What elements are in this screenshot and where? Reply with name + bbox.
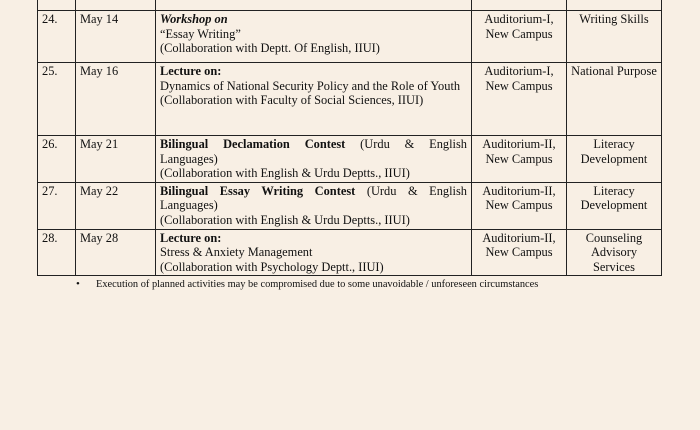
activity-title: Bilingual Declamation Contest [160,137,346,151]
table-row [38,182,662,229]
collaboration-line: (Collaboration with English & Urdu Deptts., IIUI) [160,166,410,181]
row-date: May 14 [76,11,156,63]
table-row [38,0,662,11]
row-purpose: National Purpose [567,63,662,136]
row-date: May 21 [76,136,156,183]
row-date [76,0,156,11]
row-number: 28. [38,229,76,276]
row-venue: Auditorium-I, New Campus [472,63,567,136]
row-purpose [567,0,662,11]
row-date: May 16 [76,63,156,136]
row-description [156,182,472,229]
row-date: May 28 [76,229,156,276]
row-purpose: Counseling Advisory Services [567,229,662,276]
footnote-text: Execution of planned activities may be compromised due to some unavoidable / unforeseen circumstances [96,279,539,290]
row-description [156,11,472,63]
activity-line: Stress & Anxiety Management [160,245,313,260]
row-venue: Auditorium-II, New Campus [472,182,567,229]
row-purpose: Literacy Development [567,136,662,183]
table-row [38,63,662,136]
row-description [156,0,472,11]
table-row [38,136,662,183]
collaboration-line: (Collaboration with Faculty of Social Sciences, IIUI) [160,93,424,108]
row-date: May 22 [76,182,156,229]
row-number: 25. [38,63,76,136]
activity-title: Lecture on: [160,230,222,245]
row-venue: Auditorium-II, New Campus [472,229,567,276]
bullet-icon: • [76,278,80,290]
activity-title: Bilingual Essay Writing Contest [160,183,356,198]
row-description [156,136,472,183]
activity-title: Workshop on [160,12,228,26]
row-venue: Auditorium-I, New Campus [472,11,567,63]
row-purpose: Literacy Development [567,182,662,229]
table-row [38,229,662,276]
row-description [156,229,472,276]
row-purpose: Writing Skills [567,11,662,63]
footnote [76,278,538,291]
row-number: 26. [38,136,76,183]
activity-title: Lecture on: [160,64,222,78]
activity-title-rest: (Urdu & English Languages) [160,183,467,213]
collaboration-line: (Collaboration with Psychology Deptt., IIUI) [160,259,384,274]
table-row [38,11,662,63]
activity-title-rest: (Urdu & English Languages) [160,137,467,166]
collaboration-line: (Collaboration with Deptt. Of English, IIUI) [160,41,380,56]
row-number: 24. [38,11,76,63]
activities-table [37,0,662,276]
collaboration-line: (Collaboration with English & Urdu Deptts., IIUI) [160,212,410,227]
activity-line: “Essay Writing” [160,26,241,41]
row-description [156,63,472,136]
row-number: 27. [38,182,76,229]
row-number [38,0,76,11]
row-venue [472,0,567,11]
activity-line: Dynamics of National Security Policy and the Role of Youth [160,78,461,93]
row-venue: Auditorium-II, New Campus [472,136,567,183]
